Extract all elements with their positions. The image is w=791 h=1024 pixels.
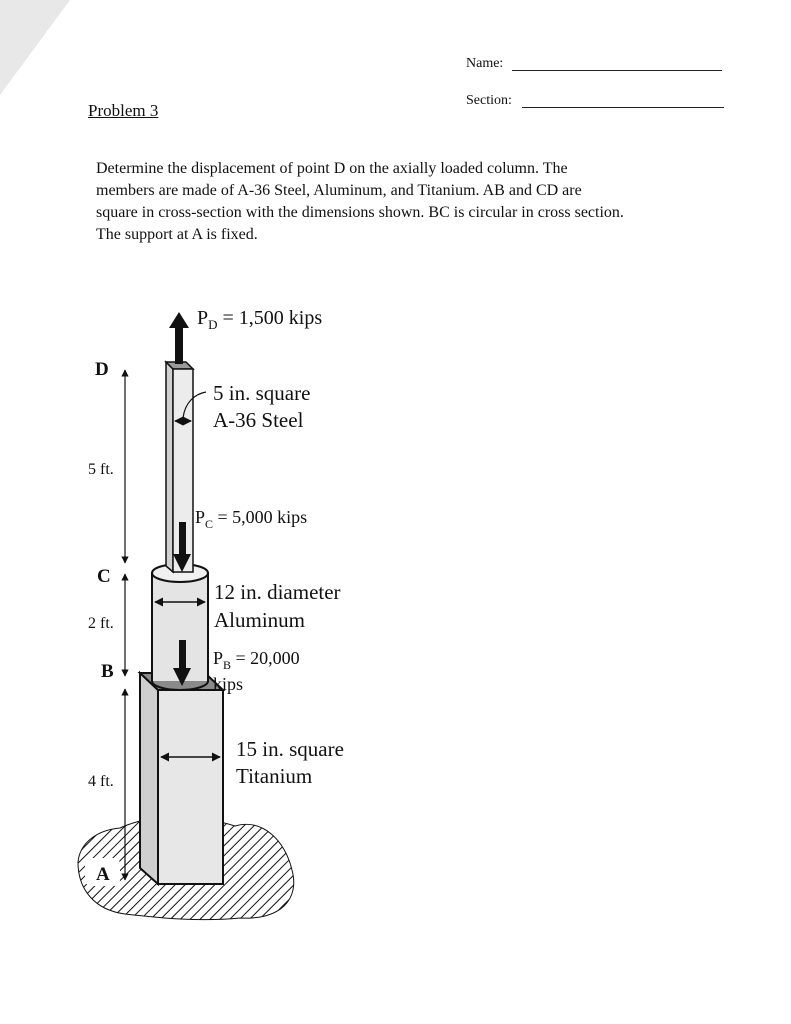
member-ab-material: Titanium xyxy=(236,764,313,788)
statement-line-3: square in cross-section with the dimensions shown. BC is circular in cross section. xyxy=(96,204,624,221)
statement-line-4: The support at A is fixed. xyxy=(96,226,258,243)
problem-title: Problem 3 xyxy=(88,101,159,120)
point-b-label: B xyxy=(101,661,114,682)
load-pb-unit: kips xyxy=(213,674,244,694)
point-d-label: D xyxy=(95,359,109,380)
member-bc-size: 12 in. diameter xyxy=(214,580,341,604)
member-bc-material: Aluminum xyxy=(214,608,306,632)
member-ab-size: 15 in. square xyxy=(236,737,344,761)
statement-line-1: Determine the displacement of point D on the axially loaded column. The xyxy=(96,160,568,177)
member-cd-size: 5 in. square xyxy=(213,381,311,405)
load-pb-label: $P_B = 20,000$ xyxy=(213,648,300,672)
member-cd-side-face xyxy=(166,362,173,572)
member-cd-material: A-36 Steel xyxy=(213,408,304,432)
point-c-label: C xyxy=(97,566,111,587)
load-pc-label: $P_C = 5,000$ kips xyxy=(195,507,308,531)
name-label: Name: xyxy=(466,56,504,71)
ab-length-label: 4 ft. xyxy=(88,773,114,790)
load-pd-arrow-shaft xyxy=(175,326,183,364)
load-pc-arrow-shaft xyxy=(179,522,186,556)
section-label: Section: xyxy=(466,93,512,108)
statement-line-2: members are made of A-36 Steel, Aluminum, and Titanium. AB and CD are xyxy=(96,182,582,199)
load-pd-arrow-head xyxy=(169,312,189,328)
member-ab-side-face xyxy=(140,673,158,884)
bc-length-label: 2 ft. xyxy=(88,615,114,632)
load-pd-label: $P_D = 1,500$ kips xyxy=(197,307,323,332)
cd-length-label: 5 ft. xyxy=(88,461,114,478)
load-pb-arrow-shaft xyxy=(179,640,186,670)
member-ab-front-face xyxy=(158,690,223,884)
point-a-label: A xyxy=(96,864,110,885)
